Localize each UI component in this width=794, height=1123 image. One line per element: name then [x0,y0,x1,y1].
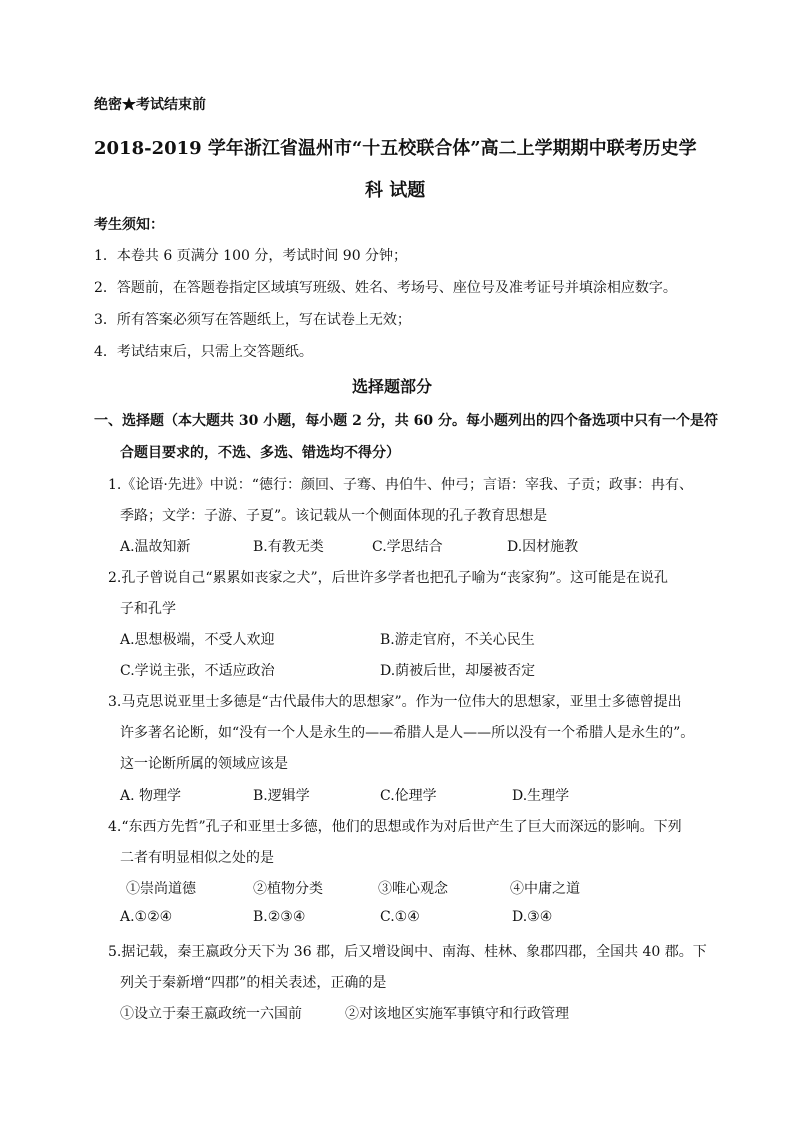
question-1-stem: 1.《论语·先进》中说：“德行：颜回、子骞、冉伯牛、仲弓；言语：宰我、子贡；政事：冉有、 [108,477,693,493]
question-4-option-b: B.②③④ [253,909,306,925]
page-title-continued: 科 试题 [365,180,426,201]
question-4-item-3: ③唯心观念 [378,881,448,897]
question-1-option-d: D.因材施教 [507,539,579,555]
question-3-option-c: C.伦理学 [380,788,437,804]
section-instruction-continued: 合题目要求的，不选、多选、错选均不得分） [120,445,400,461]
question-2-option-d: D.荫被后世，却屡被否定 [380,663,536,679]
question-3-stem: 3.马克思说亚里士多德是“古代最伟大的思想家”。作为一位伟大的思想家，亚里士多德曾提出 [108,694,682,710]
question-4-item-4: ④中庸之道 [510,881,580,897]
question-4-item-2: ②植物分类 [253,881,323,897]
question-2-option-a: A.思想极端，不受人欢迎 [120,632,275,648]
question-3-stem-continued: 这一论断所属的领域应该是 [120,756,288,772]
question-4-item-1: ①崇尚道德 [126,881,196,897]
question-2-stem: 2.孔子曾说自己“累累如丧家之犬”，后世许多学者也把孔子喻为“丧家狗”。这可能是在说孔 [108,570,668,586]
secret-mark: 绝密★考试结束前 [94,97,206,113]
question-2-option-b: B.游走官府，不关心民生 [380,632,535,648]
question-1-option-a: A.温故知新 [120,539,191,555]
question-1-stem-continued: 季路；文学：子游、子夏”。该记载从一个侧面体现的孔子教育思想是 [120,508,548,524]
section-title: 选择题部分 [352,377,433,396]
question-4-option-a: A.①②④ [120,909,173,925]
question-5-stem-continued: 列关于秦新增“四郡”的相关表述，正确的是 [120,975,387,991]
notice-item: 3．所有答案必须写在答题纸上，写在试卷上无效； [94,312,411,328]
notice-heading: 考生须知： [94,217,164,233]
notice-item: 1．本卷共 6 页满分 100 分，考试时间 90 分钟； [94,248,408,264]
question-1-option-b: B.有教无类 [253,539,324,555]
question-5-item-2: ②对该地区实施军事镇守和行政管理 [345,1006,569,1022]
question-5-item-1: ①设立于秦王嬴政统一六国前 [120,1006,302,1022]
question-4-stem: 4.“东西方先哲”孔子和亚里士多德，他们的思想或作为对后世产生了巨大而深远的影响。下列 [108,819,682,835]
question-2-stem-continued: 子和孔学 [120,601,176,617]
question-3-option-a: A. 物理学 [120,788,182,804]
question-4-stem-continued: 二者有明显相似之处的是 [120,850,274,866]
question-3-option-d: D.生理学 [512,788,570,804]
question-3-option-b: B.逻辑学 [253,788,310,804]
page-title: 2018-2019 学年浙江省温州市“十五校联合体”高二上学期期中联考历史学 [94,138,697,159]
question-2-option-c: C.学说主张，不适应政治 [120,663,275,679]
question-5-stem: 5.据记载，秦王嬴政分天下为 36 郡，后又增设闽中、南海、桂林、象郡四郡，全国共 40 郡。下 [108,944,707,960]
question-1-option-c: C.学思结合 [372,539,443,555]
question-4-option-d: D.③④ [512,909,553,925]
question-3-stem-continued: 许多著名论断，如“没有一个人是永生的——希腊人是人——所以没有一个希腊人是永生的”。 [120,725,695,741]
notice-item: 2．答题前，在答题卷指定区域填写班级、姓名、考场号、座位号及准考证号并填涂相应数字。 [94,280,677,296]
section-instruction: 一、选择题（本大题共 30 小题，每小题 2 分，共 60 分。每小题列出的四个备选项中只有一个是符 [94,413,718,429]
question-4-option-c: C.①④ [380,909,420,925]
notice-item: 4．考试结束后，只需上交答题纸。 [94,344,313,360]
